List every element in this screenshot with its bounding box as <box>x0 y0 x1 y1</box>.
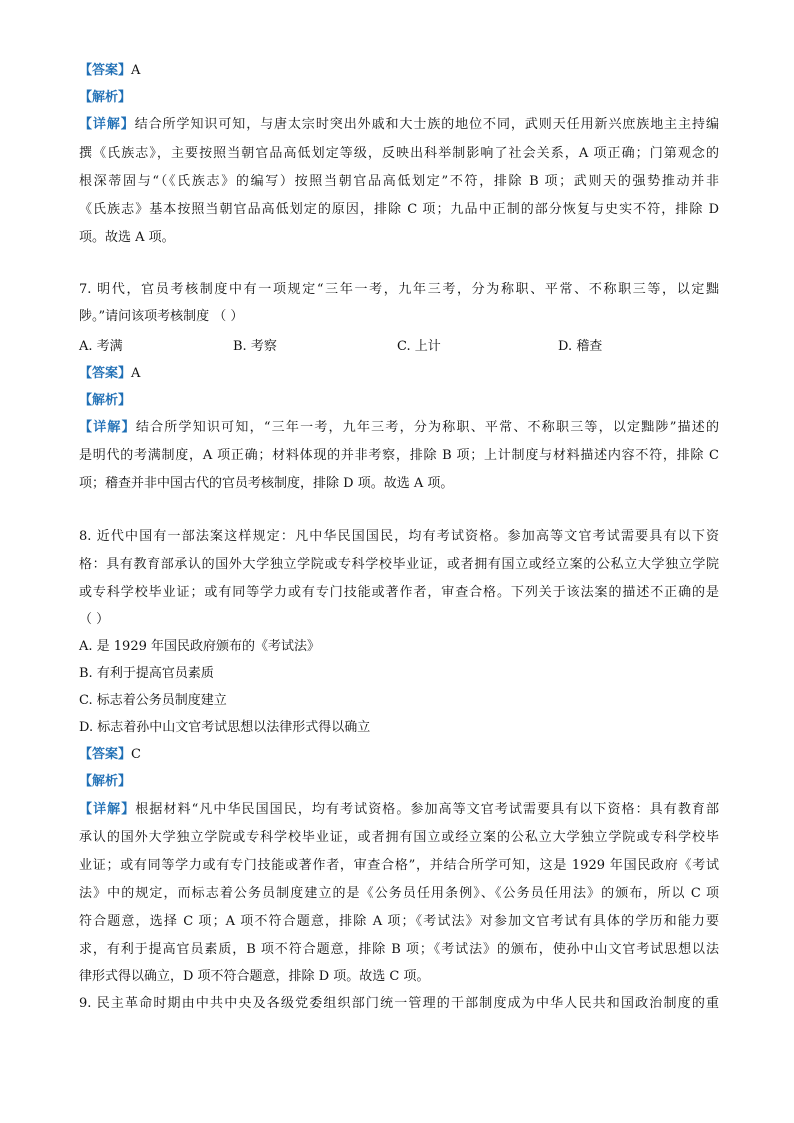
detail-text: 撰《氏族志》，主要按照当朝官品高低划定等级，反映出科举制影响了社会关系，A 项正确；门第观念的 <box>79 146 719 161</box>
q6-analysis-line <box>79 89 719 107</box>
detail-text: 是明代的考满制度，A 项正确；材料体现的并非考察，排除 B 项；上计制度与材料描述内容不符，排除 C <box>79 448 719 463</box>
detail-text: 结合所学知识可知，“三年一考，九年三考，分为称职、平常、不称职三等，以定黜陟”描述的 <box>135 420 719 435</box>
q6-detail-line-2 <box>79 145 719 163</box>
q6-detail-line-1 <box>79 116 719 134</box>
analysis-tag: 【解析】 <box>79 774 132 789</box>
q7-analysis-line <box>79 392 719 410</box>
q7-stem-line-1 <box>79 281 719 299</box>
q6-detail-line-3 <box>79 173 719 191</box>
q8-detail-line-5 <box>79 913 719 931</box>
q7-detail-line-2 <box>79 447 719 465</box>
q7-option-a: A. 考满 <box>79 339 123 354</box>
q9-stem-line-1 <box>79 995 719 1013</box>
q8-option-d: D. 标志着孙中山文官考试思想以法律形式得以确立 <box>79 720 371 735</box>
question-text: （ ） <box>79 612 110 627</box>
q8-detail-line-7 <box>79 968 719 986</box>
q8-stem-line-1 <box>79 528 719 546</box>
q7-stem-line-2 <box>79 308 719 326</box>
detail-text: 项；稽查并非中国古代的官员考核制度，排除 D 项。故选 A 项。 <box>79 476 454 491</box>
q8-option-b: B. 有利于提高官员素质 <box>79 666 214 681</box>
detail-text: 业证；或有同等学力或有专门技能或著作者，审查合格”，并结合所学可知，这是 1929 年国民政府《考试 <box>79 858 719 873</box>
question-text: 9. 民主革命时期由中共中央及各级党委组织部门统一管理的干部制度成为中华人民共和国政治制度的重 <box>79 996 719 1011</box>
detail-tag: 【详解】 <box>79 117 135 132</box>
question-text: 陟。”请问该项考核制度 （ ） <box>79 309 244 324</box>
analysis-tag: 【解析】 <box>79 393 132 408</box>
analysis-tag: 【解析】 <box>79 90 132 105</box>
answer-tag: 【答案】 <box>79 63 132 78</box>
detail-text: 根深蒂固与“（《氏族志》的编写）按照当朝官品高低划定”不符，排除 B 项；武则天的强势推动并非 <box>79 174 719 189</box>
detail-text: 项。故选 A 项。 <box>79 230 175 245</box>
q7-option-c: C. 上计 <box>397 339 441 354</box>
question-text: 7. 明代，官员考核制度中有一项规定“三年一考，九年三考，分为称职、平常、不称职三等，以定黜 <box>79 282 719 297</box>
answer-tag: 【答案】 <box>79 366 132 381</box>
detail-text: 律形式得以确立，D 项不符合题意，排除 D 项。故选 C 项。 <box>79 969 430 984</box>
q6-detail-line-5 <box>79 229 719 247</box>
answer-tag: 【答案】 <box>79 747 132 762</box>
q8-answer-line <box>79 746 719 764</box>
q8-detail-line-2 <box>79 829 719 847</box>
question-text: 或专科学校毕业证；或有同等学力或有专门技能或著作者，审查合格。下列关于该法案的描述不正确的是 <box>79 585 719 600</box>
detail-text: 承认的国外大学独立学院或专科学校毕业证，或者拥有国立或经立案的公私立大学独立学院或专科学校毕 <box>79 830 719 845</box>
q6-detail-line-4 <box>79 201 719 219</box>
detail-tag: 【详解】 <box>79 420 136 435</box>
detail-tag: 【详解】 <box>79 802 136 817</box>
q7-option-d: D. 稽查 <box>558 339 603 354</box>
q8-stem-line-2 <box>79 556 719 574</box>
q8-detail-line-3 <box>79 857 719 875</box>
answer-value: A <box>131 63 141 78</box>
q7-answer-line <box>79 365 719 383</box>
q7-detail-line-3 <box>79 475 719 493</box>
q6-answer-line <box>79 62 719 80</box>
detail-text: 根据材料“凡中华民国国民，均有考试资格。参加高等文官考试需要具有以下资格：具有教育部 <box>135 802 719 817</box>
q8-analysis-line <box>79 773 719 791</box>
q8-stem-line-3 <box>79 584 719 602</box>
detail-text: 结合所学知识可知，与唐太宗时突出外戚和大士族的地位不同，武则天任用新兴庶族地主主持编 <box>134 117 719 132</box>
q8-stem-line-4 <box>79 611 719 629</box>
detail-text: 《氏族志》基本按照当朝官品高低划定的原因，排除 C 项；九品中正制的部分恢复与史实不符，排除 D <box>79 202 719 217</box>
question-text: 格：具有教育部承认的国外大学独立学院或专科学校毕业证，或者拥有国立或经立案的公私立大学独立学院 <box>79 557 719 572</box>
question-text: 8. 近代中国有一部法案这样规定：凡中华民国国民，均有考试资格。参加高等文官考试需要具有以下资 <box>79 529 719 544</box>
q7-detail-line-1 <box>79 419 719 437</box>
detail-text: 符合题意，选择 C 项；A 项不符合题意，排除 A 项；《考试法》对参加文官考试有具体的学历和能力要 <box>79 914 719 929</box>
q8-option-c: C. 标志着公务员制度建立 <box>79 693 227 708</box>
q8-detail-line-6 <box>79 941 719 959</box>
q8-detail-line-4 <box>79 885 719 903</box>
q8-option-a: A. 是 1929 年国民政府颁布的《考试法》 <box>79 639 321 654</box>
detail-text: 法》中的规定，而标志着公务员制度建立的是《公务员任用条例》、《公务员任用法》的颁布，所以 C 项 <box>79 886 719 901</box>
q8-detail-line-1 <box>79 801 719 819</box>
answer-value: A <box>131 366 141 381</box>
answer-value: C <box>131 747 141 762</box>
q7-option-b: B. 考察 <box>233 339 277 354</box>
detail-text: 求，有利于提高官员素质，B 项不符合题意，排除 B 项；《考试法》的颁布，使孙中山文官考试思想以法 <box>79 942 719 957</box>
